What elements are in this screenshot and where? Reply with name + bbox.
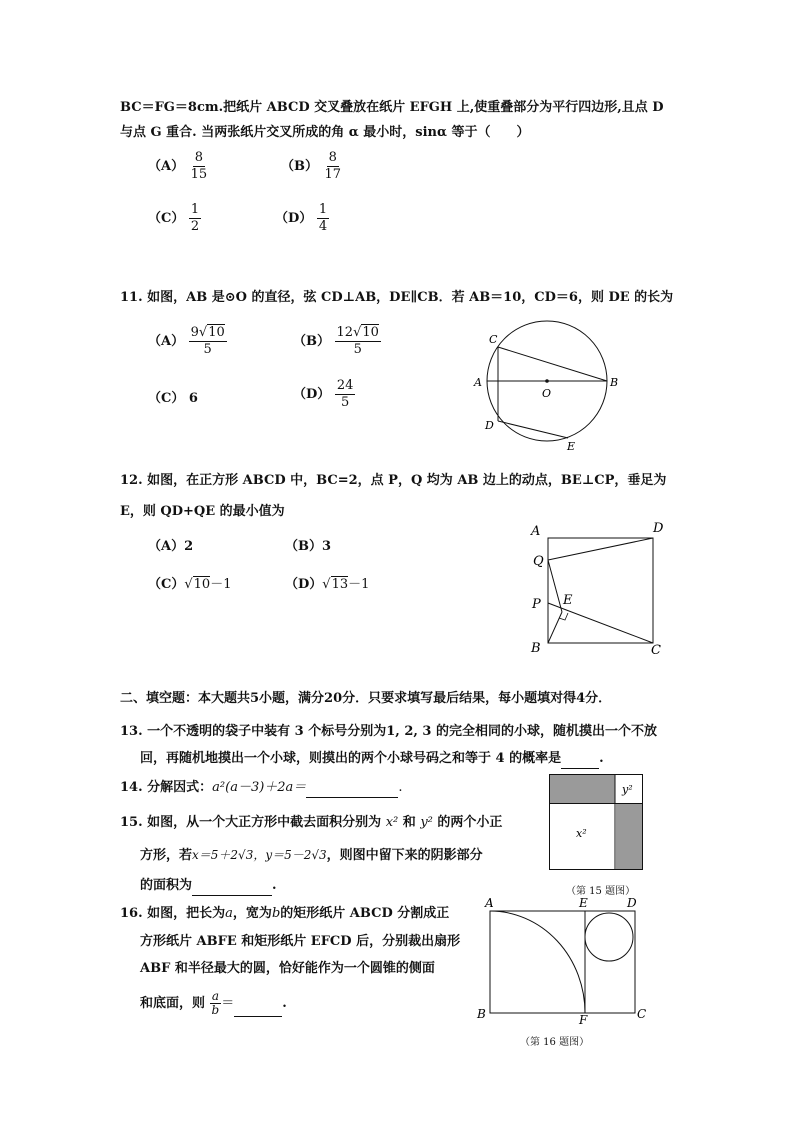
shaded-top [550, 775, 615, 803]
label-b: B [477, 1007, 486, 1021]
segment-pc [548, 603, 653, 643]
segment-qd [548, 538, 653, 560]
label-c: C [651, 643, 661, 658]
fraction: $\frac{8}{15}$ [190, 150, 208, 182]
q12-option-d[interactable]: （D）√13－1 [285, 577, 370, 592]
answer-blank[interactable] [561, 754, 599, 769]
chord-de [498, 421, 568, 438]
sector-arc [490, 911, 585, 1013]
q10-line1: BC＝FG＝8cm.把纸片 ABCD 交叉叠放在纸片 EFGH 上,使重叠部分为平行四边形,且点 D [120, 100, 664, 115]
inscribed-circle [585, 913, 633, 961]
q16-line1: 16. 如图，把长为a，宽为b的矩形纸片 ABCD 分割成正 [120, 906, 450, 921]
label-e: E [579, 896, 588, 910]
answer-blank[interactable] [192, 881, 272, 896]
fraction: $\frac{a}{b}$ [211, 989, 220, 1017]
q15-caption: （第 15 题图） [566, 886, 636, 897]
label-b: B [531, 641, 541, 656]
q11-option-d[interactable]: （D） $\frac{24}{5}$ [293, 378, 354, 410]
q12-line1: 12. 如图，在正方形 ABCD 中，BC=2，点 P，Q 均为 AB 边上的动点，BE⊥CP，垂足为 [120, 473, 667, 488]
q12-square-figure [525, 515, 675, 665]
q12-option-b[interactable]: （B）3 [285, 539, 332, 554]
q11-option-a[interactable]: （A） $\frac{9√10}{5}$ [148, 325, 225, 357]
answer-blank[interactable] [234, 1002, 282, 1017]
label-c: C [489, 333, 498, 346]
q10-option-c[interactable]: （C） $\frac{1}{2}$ [148, 202, 200, 234]
answer-blank[interactable] [306, 783, 398, 798]
q10-option-d[interactable]: （D） $\frac{1}{4}$ [275, 202, 328, 234]
center-point [545, 379, 549, 383]
label-p: P [532, 597, 541, 612]
fraction: $\frac{9√10}{5}$ [190, 325, 225, 357]
label-o: O [542, 387, 552, 400]
label-a: A [531, 524, 541, 539]
q16-caption: （第 16 题图） [520, 1037, 590, 1048]
q10-line2: 与点 G 重合. 当两张纸片交叉所成的角 α 最小时，sinα 等于（ ） [120, 125, 530, 140]
q13-line1: 13. 一个不透明的袋子中装有 3 个标号分别为1, 2, 3 的完全相同的小球，随机摸出一个不放 [120, 724, 658, 739]
label-b: B [610, 376, 619, 389]
label-e: E [567, 440, 576, 453]
q15-line1: 15. 如图，从一个大正方形中截去面积分别为 x² 和 y² 的两个小正 [120, 815, 503, 830]
shaded-right [616, 804, 642, 869]
label-x2: x² [576, 827, 587, 840]
label-c: C [637, 1007, 647, 1021]
label-e: E [563, 593, 573, 608]
label-d: D [627, 896, 637, 910]
q11-circle-figure [470, 315, 630, 455]
q16-line3: ABF 和半径最大的圆，恰好能作为一个圆锥的侧面 [140, 961, 435, 976]
fraction: $\frac{12√10}{5}$ [336, 325, 379, 357]
q10-option-b[interactable]: （B） $\frac{8}{17}$ [281, 150, 342, 182]
label-a: A [485, 896, 494, 910]
fraction: $\frac{24}{5}$ [336, 378, 354, 410]
fraction: $\frac{1}{4}$ [318, 202, 328, 234]
rectangle-abcd [490, 911, 635, 1013]
label-d: D [653, 521, 664, 536]
q12-option-c[interactable]: （C）√10－1 [148, 577, 232, 592]
square-abcd [548, 538, 653, 643]
chord-cb [498, 347, 607, 381]
q12-line2: E，则 QD+QE 的最小值为 [120, 504, 285, 519]
q11-option-c[interactable]: （C） 6 [148, 391, 198, 406]
section-heading: 二、填空题：本大题共5小题，满分20分．只要求填写最后结果，每小题填对得4分． [120, 691, 612, 706]
segment-be [548, 612, 562, 643]
q11-stem: 11. 如图，AB 是⊙O 的直径，弦 CD⊥AB，DE∥CB．若 AB＝10，CD＝6，则 DE 的长为 [120, 290, 674, 305]
q10-option-a[interactable]: （A） $\frac{8}{15}$ [148, 150, 208, 182]
q15-square-figure [549, 774, 644, 871]
q11-option-b[interactable]: （B） $\frac{12√10}{5}$ [293, 325, 379, 357]
label-y2: y² [622, 783, 633, 796]
label-a: A [474, 376, 482, 389]
fraction: $\frac{8}{17}$ [324, 150, 342, 182]
label-q: Q [533, 554, 544, 569]
q13-line2: 回，再随机地摸出一个小球，则摸出的两个小球号码之和等于 4 的概率是 . [140, 749, 604, 769]
label-f: F [579, 1013, 588, 1027]
q15-line2: 方形，若x＝5＋2√3，y＝5－2√3，则图中留下来的阴影部分 [140, 848, 483, 863]
fraction: $\frac{1}{2}$ [190, 202, 200, 234]
label-d: D [485, 419, 494, 432]
q16-line4: 和底面，则 $\frac{a}{b}$ ＝ . [140, 989, 287, 1017]
q16-line2: 方形纸片 ABFE 和矩形纸片 EFCD 后，分别裁出扇形 [140, 934, 461, 949]
q12-option-a[interactable]: （A）2 [148, 539, 194, 554]
q16-rectangle-figure [475, 893, 655, 1028]
q15-line3: 的面积为 . [140, 876, 277, 896]
q14-line: 14. 分解因式：a²(a－3)＋2a＝ . [120, 778, 402, 798]
